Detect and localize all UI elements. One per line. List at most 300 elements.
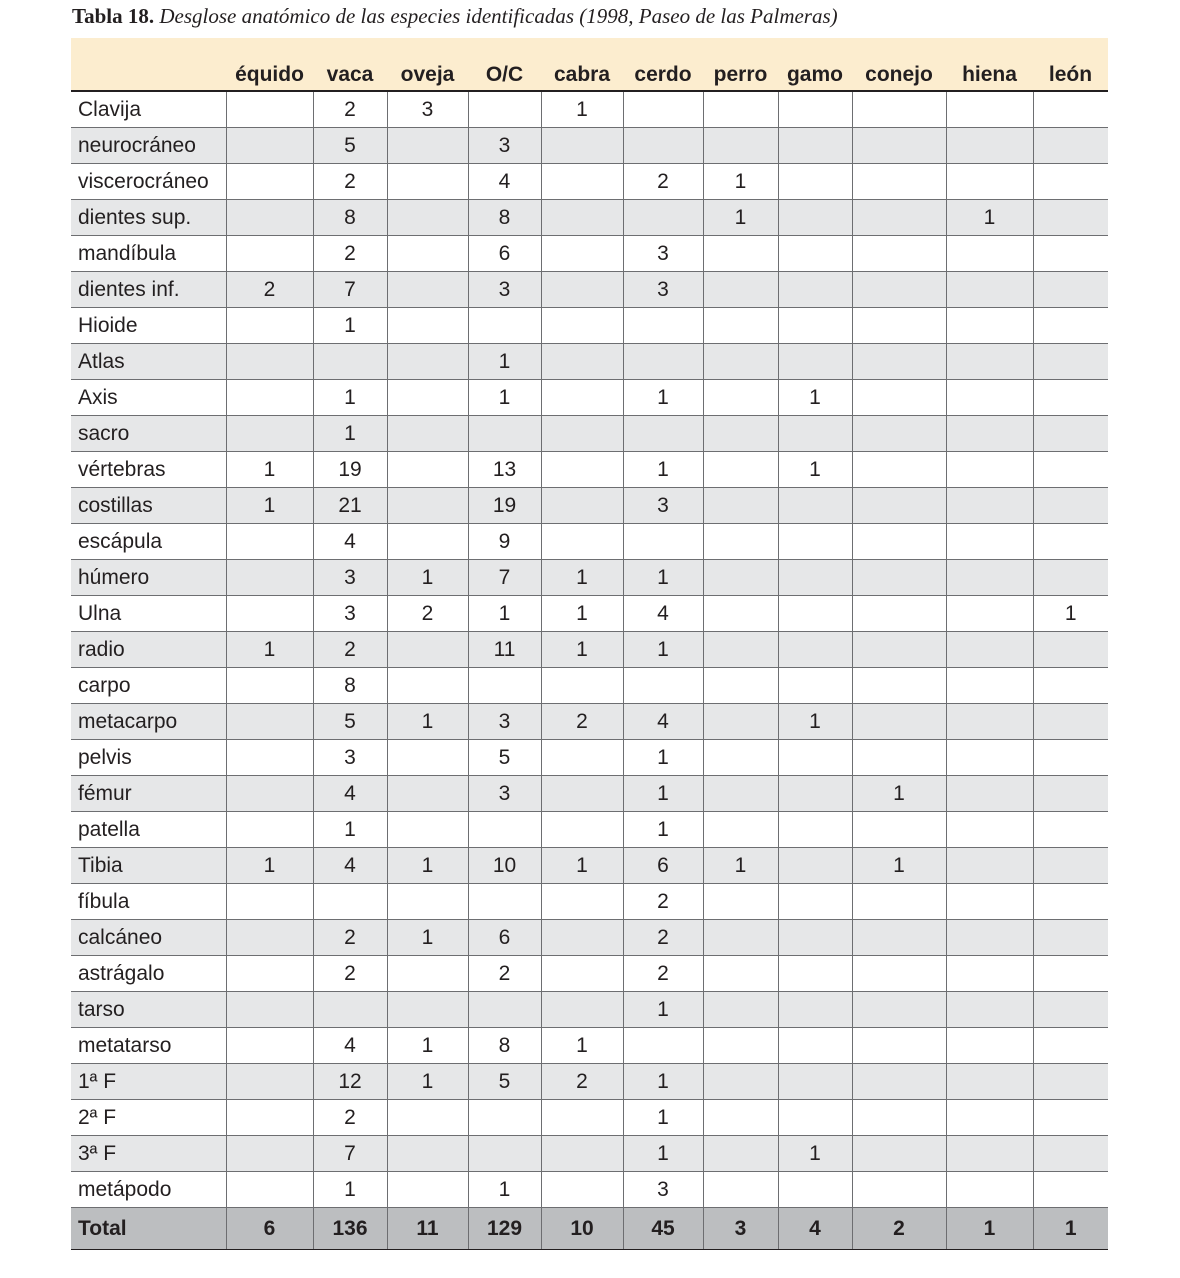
table-cell: 1 (623, 1136, 703, 1172)
table-cell: 1 (703, 848, 778, 884)
table-cell (1033, 524, 1108, 560)
table-cell (946, 452, 1033, 488)
table-cell (387, 524, 468, 560)
table-cell (778, 488, 852, 524)
table-cell: 1 (313, 812, 387, 848)
table-cell (778, 524, 852, 560)
table-cell (778, 956, 852, 992)
table-cell: 6 (468, 236, 541, 272)
table-cell: 2 (313, 164, 387, 200)
table-cell (703, 632, 778, 668)
table-cell (946, 740, 1033, 776)
column-header: cabra (541, 38, 623, 91)
table-cell: 2 (623, 164, 703, 200)
table-cell: 1 (468, 1172, 541, 1208)
table-cell: 3 (313, 560, 387, 596)
table-cell (778, 344, 852, 380)
table-cell: 1 (778, 704, 852, 740)
table-cell (852, 596, 946, 632)
table-row (71, 560, 1108, 596)
table-cell: 1 (778, 380, 852, 416)
table-cell (1033, 668, 1108, 704)
table-cell (387, 452, 468, 488)
table-cell (1033, 956, 1108, 992)
row-label: fíbula (71, 884, 226, 920)
table-row (71, 91, 1108, 128)
table-cell (541, 1100, 623, 1136)
column-header: oveja (387, 38, 468, 91)
table-cell (541, 812, 623, 848)
table-cell (1033, 704, 1108, 740)
table-row (71, 452, 1108, 488)
table-cell: 3 (313, 596, 387, 632)
table-row (71, 920, 1108, 956)
table-cell (703, 488, 778, 524)
table-row (71, 128, 1108, 164)
table-cell (852, 668, 946, 704)
table-cell (778, 200, 852, 236)
table-caption (72, 4, 838, 29)
table-cell (703, 560, 778, 596)
row-label: escápula (71, 524, 226, 560)
table-cell (778, 236, 852, 272)
table-cell (226, 992, 313, 1028)
table-row (71, 632, 1108, 668)
table-cell (468, 91, 541, 128)
table-cell (1033, 1172, 1108, 1208)
column-header: O/C (468, 38, 541, 91)
table-cell (1033, 91, 1108, 128)
table-cell (387, 632, 468, 668)
table-cell: 1 (313, 416, 387, 452)
column-header: vaca (313, 38, 387, 91)
table-cell (852, 344, 946, 380)
table-cell (226, 1064, 313, 1100)
row-label: dientes sup. (71, 200, 226, 236)
table-cell (778, 884, 852, 920)
table-cell (1033, 380, 1108, 416)
table-cell (226, 920, 313, 956)
table-cell: 2 (313, 956, 387, 992)
table-row (71, 524, 1108, 560)
table-cell (852, 1028, 946, 1064)
table-cell (946, 1136, 1033, 1172)
table-cell (226, 668, 313, 704)
table-cell (946, 524, 1033, 560)
table-cell: 1 (623, 740, 703, 776)
table-cell: 12 (313, 1064, 387, 1100)
table-cell (778, 632, 852, 668)
caption-text: Desglose anatómico de las especies identificadas (1998, Paseo de las Palmeras) (159, 4, 838, 28)
table-row (71, 812, 1108, 848)
table-row (71, 596, 1108, 632)
table-cell (387, 344, 468, 380)
table-cell (541, 200, 623, 236)
table-cell: 3 (623, 272, 703, 308)
table-cell (778, 920, 852, 956)
row-label: metápodo (71, 1172, 226, 1208)
table-cell: 1 (387, 920, 468, 956)
table-cell (541, 344, 623, 380)
table-cell (946, 128, 1033, 164)
table-cell (1033, 128, 1108, 164)
table-cell (1033, 884, 1108, 920)
table-cell: 2 (468, 956, 541, 992)
total-cell: 3 (703, 1208, 778, 1250)
row-label: dientes inf. (71, 272, 226, 308)
table-cell (541, 272, 623, 308)
table-cell (226, 740, 313, 776)
table-cell (313, 344, 387, 380)
table-cell: 1 (623, 632, 703, 668)
table-cell (703, 956, 778, 992)
total-cell: 11 (387, 1208, 468, 1250)
table-cell (946, 488, 1033, 524)
table-cell (946, 272, 1033, 308)
table-cell: 1 (623, 380, 703, 416)
table-cell (946, 596, 1033, 632)
table-cell (226, 164, 313, 200)
row-label: sacro (71, 416, 226, 452)
table-cell (541, 956, 623, 992)
table-cell (852, 452, 946, 488)
table-cell: 2 (623, 884, 703, 920)
table-cell (852, 956, 946, 992)
table-cell (946, 992, 1033, 1028)
table-cell: 1 (778, 452, 852, 488)
table-cell (313, 884, 387, 920)
table-cell: 3 (468, 776, 541, 812)
table-cell (852, 524, 946, 560)
table-cell: 1 (703, 200, 778, 236)
table-cell (387, 812, 468, 848)
table-cell: 1 (313, 1172, 387, 1208)
table-cell: 19 (468, 488, 541, 524)
table-cell (541, 776, 623, 812)
table-cell (852, 560, 946, 596)
table-cell: 1 (623, 1064, 703, 1100)
table-cell (226, 91, 313, 128)
table-cell (226, 128, 313, 164)
table-cell: 10 (468, 848, 541, 884)
table-cell (946, 91, 1033, 128)
table-cell: 2 (313, 632, 387, 668)
table-cell (778, 560, 852, 596)
table-cell (946, 920, 1033, 956)
table-cell: 1 (623, 560, 703, 596)
table-cell (1033, 344, 1108, 380)
table-cell (623, 308, 703, 344)
table-row (71, 1136, 1108, 1172)
table-cell (1033, 452, 1108, 488)
table-cell (778, 1172, 852, 1208)
table-cell (387, 308, 468, 344)
table-cell (387, 1172, 468, 1208)
table-cell: 1 (387, 704, 468, 740)
table-cell: 1 (387, 560, 468, 596)
table-cell: 2 (623, 956, 703, 992)
table-body (71, 91, 1108, 1208)
table-cell (852, 632, 946, 668)
row-label: mandíbula (71, 236, 226, 272)
table-cell (852, 91, 946, 128)
table-cell (852, 1064, 946, 1100)
table-cell (226, 1028, 313, 1064)
table-cell: 1 (468, 380, 541, 416)
table-cell (623, 524, 703, 560)
table-row (71, 164, 1108, 200)
table-cell (541, 308, 623, 344)
table-cell (387, 740, 468, 776)
table-cell (703, 596, 778, 632)
table-cell (946, 776, 1033, 812)
table-cell (623, 91, 703, 128)
table-cell (852, 380, 946, 416)
table-row (71, 1172, 1108, 1208)
table-cell (778, 416, 852, 452)
table-cell (623, 344, 703, 380)
table-cell: 1 (226, 488, 313, 524)
table-cell (541, 164, 623, 200)
table-cell (1033, 812, 1108, 848)
table-cell (946, 308, 1033, 344)
table-cell (778, 308, 852, 344)
table-cell (703, 668, 778, 704)
table-cell (703, 344, 778, 380)
row-label: metatarso (71, 1028, 226, 1064)
table-cell: 1 (852, 776, 946, 812)
table-cell (1033, 1064, 1108, 1100)
table-row (71, 1100, 1108, 1136)
table-cell: 1 (226, 848, 313, 884)
table-cell: 19 (313, 452, 387, 488)
table-cell: 7 (313, 1136, 387, 1172)
table-cell (1033, 1136, 1108, 1172)
table-cell (1033, 488, 1108, 524)
table-cell (226, 776, 313, 812)
caption-label: Tabla 18. (72, 4, 155, 28)
table-cell (1033, 236, 1108, 272)
table-row (71, 848, 1108, 884)
table-cell (852, 1172, 946, 1208)
row-label: radio (71, 632, 226, 668)
table-cell (623, 200, 703, 236)
table-cell (703, 91, 778, 128)
table-cell (946, 812, 1033, 848)
table-cell (387, 488, 468, 524)
table-cell (468, 416, 541, 452)
table-cell (778, 992, 852, 1028)
table-cell: 1 (541, 632, 623, 668)
table-cell (226, 1172, 313, 1208)
table-cell (703, 776, 778, 812)
row-label: Tibia (71, 848, 226, 884)
table-cell: 1 (946, 200, 1033, 236)
table-cell (778, 91, 852, 128)
total-cell: 129 (468, 1208, 541, 1250)
row-label: carpo (71, 668, 226, 704)
row-label: metacarpo (71, 704, 226, 740)
table-cell: 1 (468, 596, 541, 632)
table-cell: 4 (313, 776, 387, 812)
table-cell: 3 (623, 1172, 703, 1208)
row-label: patella (71, 812, 226, 848)
table-cell (703, 236, 778, 272)
table-cell: 13 (468, 452, 541, 488)
total-cell: 1 (1033, 1208, 1108, 1250)
table-cell: 8 (313, 668, 387, 704)
table-cell: 3 (387, 91, 468, 128)
total-cell: 2 (852, 1208, 946, 1250)
table-cell (703, 740, 778, 776)
table-cell: 5 (468, 1064, 541, 1100)
table-cell (946, 668, 1033, 704)
table-cell: 2 (226, 272, 313, 308)
table-cell (387, 236, 468, 272)
table-cell: 3 (468, 128, 541, 164)
table-cell (778, 668, 852, 704)
table-cell (387, 1136, 468, 1172)
table-cell (946, 632, 1033, 668)
column-header: cerdo (623, 38, 703, 91)
row-label: 1ª F (71, 1064, 226, 1100)
table-cell (226, 1100, 313, 1136)
table-cell: 9 (468, 524, 541, 560)
column-header: león (1033, 38, 1108, 91)
table-cell (1033, 740, 1108, 776)
row-label: costillas (71, 488, 226, 524)
table-cell (387, 416, 468, 452)
table-cell: 1 (1033, 596, 1108, 632)
table-cell (703, 704, 778, 740)
column-header: perro (703, 38, 778, 91)
row-label: Hioide (71, 308, 226, 344)
row-label: pelvis (71, 740, 226, 776)
table-cell (541, 920, 623, 956)
table-cell (703, 416, 778, 452)
table-row (71, 884, 1108, 920)
table-cell (852, 128, 946, 164)
table-cell: 1 (623, 812, 703, 848)
table-cell (852, 704, 946, 740)
table-cell: 2 (387, 596, 468, 632)
table-cell (226, 308, 313, 344)
table-row (71, 200, 1108, 236)
table-cell: 1 (541, 1028, 623, 1064)
table-cell (703, 812, 778, 848)
table-cell (226, 524, 313, 560)
table-cell: 1 (226, 452, 313, 488)
table-cell (226, 812, 313, 848)
row-label: Axis (71, 380, 226, 416)
row-label: calcáneo (71, 920, 226, 956)
table-cell (946, 884, 1033, 920)
table-cell (703, 920, 778, 956)
table-row (71, 740, 1108, 776)
table-cell (946, 1028, 1033, 1064)
table-cell (541, 1136, 623, 1172)
table-cell (226, 236, 313, 272)
table-cell: 4 (623, 704, 703, 740)
table-cell (468, 1136, 541, 1172)
table-row (71, 380, 1108, 416)
table-cell (946, 956, 1033, 992)
table-cell: 1 (703, 164, 778, 200)
table-row (71, 344, 1108, 380)
table-cell (778, 740, 852, 776)
table-cell (468, 308, 541, 344)
table-cell (226, 704, 313, 740)
table-cell: 7 (468, 560, 541, 596)
table-cell: 1 (623, 992, 703, 1028)
table-cell (946, 164, 1033, 200)
table-cell: 4 (313, 848, 387, 884)
table-cell: 3 (313, 740, 387, 776)
total-cell: 4 (778, 1208, 852, 1250)
table-cell (946, 704, 1033, 740)
table-cell (778, 128, 852, 164)
table-cell (703, 1064, 778, 1100)
table-cell (623, 668, 703, 704)
table-cell (778, 596, 852, 632)
table-cell (946, 848, 1033, 884)
table-cell (946, 1064, 1033, 1100)
table-cell (541, 452, 623, 488)
table-cell: 1 (541, 596, 623, 632)
table-cell (946, 560, 1033, 596)
table-cell (852, 812, 946, 848)
table-cell (946, 416, 1033, 452)
table-cell: 1 (468, 344, 541, 380)
table-row (71, 668, 1108, 704)
table-cell (468, 884, 541, 920)
table-cell: 1 (313, 308, 387, 344)
table-cell (852, 992, 946, 1028)
table-cell: 1 (623, 776, 703, 812)
table-cell (387, 1100, 468, 1136)
table-cell (703, 128, 778, 164)
table-cell (852, 308, 946, 344)
table-cell (623, 128, 703, 164)
table-cell (1033, 920, 1108, 956)
row-label: húmero (71, 560, 226, 596)
table-cell (387, 200, 468, 236)
table-cell: 1 (778, 1136, 852, 1172)
table-cell (541, 740, 623, 776)
table-cell: 1 (387, 848, 468, 884)
table-cell (226, 1136, 313, 1172)
table-cell (778, 164, 852, 200)
table-cell (1033, 992, 1108, 1028)
total-cell: 136 (313, 1208, 387, 1250)
table-cell (541, 884, 623, 920)
table-cell (1033, 308, 1108, 344)
table-cell: 2 (313, 1100, 387, 1136)
table-cell (226, 956, 313, 992)
table-cell (703, 1100, 778, 1136)
table-cell: 1 (623, 1100, 703, 1136)
table-cell (468, 668, 541, 704)
table-cell (703, 272, 778, 308)
table-cell: 2 (313, 920, 387, 956)
table-cell: 3 (468, 272, 541, 308)
table-cell: 1 (387, 1064, 468, 1100)
table-cell: 4 (313, 1028, 387, 1064)
table-cell: 1 (541, 848, 623, 884)
row-label: Ulna (71, 596, 226, 632)
table-cell (541, 524, 623, 560)
table-cell (852, 884, 946, 920)
